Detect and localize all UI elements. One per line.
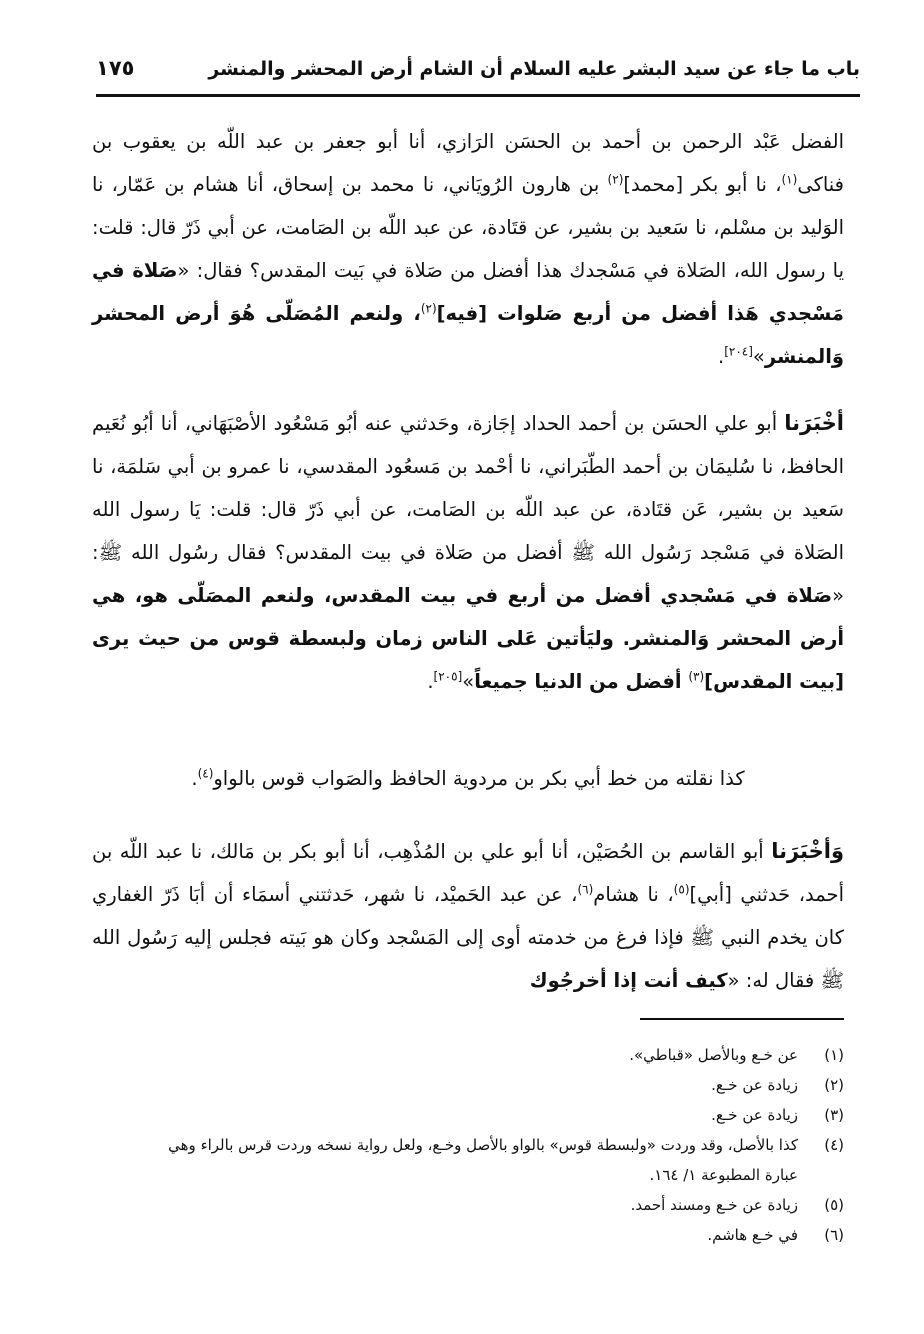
footnote-text: كذا بالأصل، وقد وردت «ولبسطة قوس» بالواو بالأصل وخـع، ولعل رواية نسخه وردت قرس بالراء وهي: [168, 1136, 798, 1154]
hadith-quote: صَلاة في مَسْجدي أفضل من أربع في بيت المقدس، ولنعم المصَلّى هو، هي أرض المحشر وَالمنشر. وليَأتين عَلى الناس زمان ولبسطة قوس من حيث يرى [بيت المقدس]: [92, 584, 844, 693]
chapter-title: باب ما جاء عن سيد البشر عليه السلام أن الشام أرض المحشر والمنشر: [208, 58, 860, 80]
text-segment: .: [191, 767, 198, 790]
text-segment: كذا نقلته من خط أبي بكر بن مردوية الحافظ والصَواب قوس بالواو: [213, 767, 745, 790]
reference-marker: [٢٠٥]: [433, 669, 463, 684]
footnote-text: زيادة عن خـع ومسند أحمد.: [630, 1196, 798, 1214]
paragraph-4: [92, 830, 844, 1002]
hadith-quote: كيف أنت إذا أخرجُوك: [529, 969, 728, 992]
header-rule: [96, 94, 860, 97]
running-header: [96, 54, 860, 90]
footnote-continuation: عبارة المطبوعة ١/ ١٦٤.: [649, 1166, 798, 1184]
text-segment: ، نا أبو بكر [محمد]: [623, 173, 782, 196]
footnote-text: زيادة عن خـع.: [711, 1106, 798, 1124]
reference-marker: (٢): [420, 301, 437, 316]
text-segment: أبو علي الحسَن بن أحمد الحداد إجَازة، وحَدثني عنه أبُو مَسْعُود الأصْبَهَاني، أنا أبُو نُعَيم الحافظ، نا سُليمَان بن أحمد الطّبَراني، نا أحْمد بن مَسعُود المقدسي، نا عمرو بن أبي سَلمَة، نا سَعيد بن بشير، عَن قتَادة، عن عبد اللّه بن الصَامت، عن أبي ذَرّ قال: قلت: يَا رسول الله الصَلاة في مَسْجد رَسُول الله ﷺ أفضل من صَلاة في بيت المقدس؟ فقال رسُول الله ﷺ: «: [92, 412, 844, 607]
footnote-text: عن خـع وبالأصل «قباطي».: [629, 1046, 798, 1064]
text-segment: بن هارون الرُويَاني، نا محمد بن إسحاق، أنا هشام بن عَمّار، نا الوَليد بن مسْلم، نا سَعيد بن بشير، عن قتَادة، عن عبد اللّه بن الصَامت، عن أبي ذَرّ قال: قلت: يا رسول الله، الصَلاة في مَسْجدك هذا أفضل من صَلاة في بَيت المقدس؟ فقال: «: [92, 173, 844, 282]
footnote-number: (٥): [824, 1196, 844, 1214]
text-segment: ، نا هشام: [593, 883, 674, 906]
text-segment: »: [752, 345, 765, 368]
footnote-item: [86, 1130, 844, 1190]
footnote-text: زيادة عن خـع.: [711, 1076, 798, 1094]
paragraph-2: [92, 402, 844, 703]
footnote-rule: [640, 1018, 844, 1020]
reference-marker: (٦): [577, 882, 594, 897]
footnote-number: (٣): [824, 1106, 844, 1124]
chain-lead-word: وَأخْبَرَنا: [771, 839, 844, 863]
footnote-text: في خـع هاشم.: [707, 1226, 798, 1244]
footnote-number: (٢): [824, 1076, 844, 1094]
paragraph-3-note: [92, 757, 844, 800]
reference-marker: (٣): [688, 669, 705, 684]
text-segment: أبو القاسم بن الحُصَيْن، أنا أبو علي بن المُذْهِب، أنا أبو بكر بن مَالك، نا عبد اللّه بن أحمد، حَدثني [أبي]: [92, 840, 844, 906]
reference-marker: (١): [781, 172, 798, 187]
footnote-item: [86, 1040, 844, 1070]
text-segment: الفضل عَبْد الرحمن بن أحمد بن الحسَن الرَازي، أنا أبو جعفر بن عبد اللّه بن يعقوب بن فناكى: [92, 130, 844, 196]
footnote-item: [86, 1100, 844, 1130]
paragraph-1: [92, 120, 844, 378]
footnotes: [86, 1040, 844, 1250]
text-segment: .: [718, 345, 725, 368]
hadith-quote: أفضل من الدنيا جميعاً: [474, 670, 689, 693]
footnote-number: (١): [824, 1046, 844, 1064]
footnote-number: (٤): [824, 1136, 844, 1154]
hadith-quote: ، ولنعم المُصَلّى هُوَ أرض المحشر وَالمنشر: [92, 302, 844, 368]
text-segment: .: [427, 670, 434, 693]
chain-lead-word: أخْبَرَنا: [784, 411, 844, 435]
reference-marker: (٤): [197, 766, 214, 781]
footnote-number: (٦): [824, 1226, 844, 1244]
footnote-item: [86, 1220, 844, 1250]
reference-marker: (٢): [607, 172, 624, 187]
hadith-quote: صَلاة في مَسْجدي هَذا أفضل من أربع صَلوات [فيه]: [92, 259, 845, 325]
page-number: ١٧٥: [96, 56, 135, 80]
footnote-item: [86, 1190, 844, 1220]
text-segment: »: [462, 670, 475, 693]
reference-marker: (٥): [673, 882, 690, 897]
reference-marker: [٢٠٤]: [724, 344, 753, 359]
text-segment: ، عن عبد الحَميْد، نا شهر، حَدثتني أسمَاء أن أبَا ذَرّ الغفاري كان يخدم النبي ﷺ فإذا فرغ من خدمته أوى إلى المَسْجد وكان هو بَيته فجلس إليه رَسُول الله ﷺ فقال له: «: [92, 883, 844, 992]
footnote-item: [86, 1070, 844, 1100]
